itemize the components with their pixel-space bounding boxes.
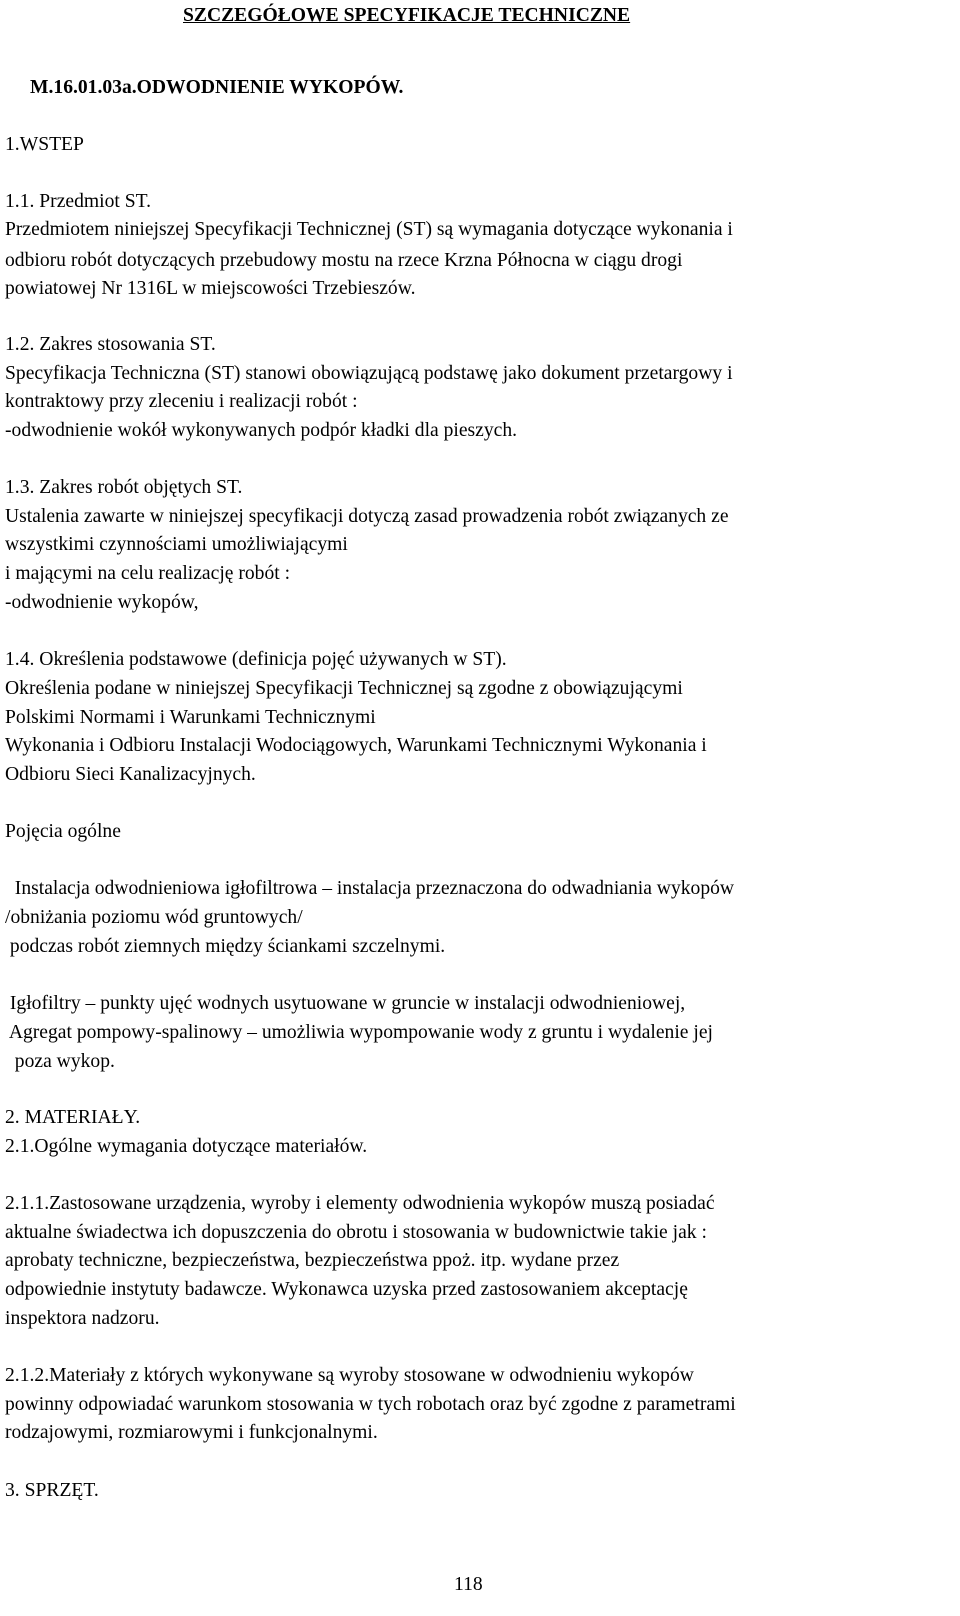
paragraph-line: Ustalenia zawarte w niniejszej specyfikacji dotyczą zasad prowadzenia robót związanych ze	[5, 506, 729, 527]
definition-line: poza wykop.	[5, 1051, 115, 1072]
paragraph-line: inspektora nadzoru.	[5, 1308, 160, 1329]
definition-line: podczas robót ziemnych między ściankami szczelnymi.	[5, 936, 446, 957]
subsection-heading: 2.1.Ogólne wymagania dotyczące materiałów.	[5, 1136, 368, 1157]
definition-line: /obniżania poziomu wód gruntowych/	[5, 907, 303, 928]
section-heading: 2. MATERIAŁY.	[5, 1107, 141, 1128]
paragraph-line: odpowiednie instytuty badawcze. Wykonawca uzyska przed zastosowaniem akceptację	[5, 1279, 688, 1300]
subsection-heading: 1.1. Przedmiot ST.	[5, 191, 152, 212]
paragraph-line: 2.1.2.Materiały z których wykonywane są wyroby stosowane w odwodnieniu wykopów	[5, 1365, 694, 1386]
definition-line: Igłofiltry – punkty ujęć wodnych usytuowane w gruncie w instalacji odwodnieniowej,	[5, 993, 686, 1014]
paragraph-line: -odwodnienie wykopów,	[5, 592, 199, 613]
paragraph-line: -odwodnienie wokół wykonywanych podpór kładki dla pieszych.	[5, 420, 518, 441]
definition-line: Agregat pompowy-spalinowy – umożliwia wypompowanie wody z gruntu i wydalenie jej	[5, 1022, 713, 1043]
paragraph-line: odbioru robót dotyczących przebudowy mostu na rzece Krzna Północna w ciągu drogi	[5, 250, 683, 271]
subsection-heading: 1.4. Określenia podstawowe (definicja pojęć używanych w ST).	[5, 649, 507, 670]
subsection-heading: 1.2. Zakres stosowania ST.	[5, 334, 216, 355]
subsection-heading: 1.3. Zakres robót objętych ST.	[5, 477, 243, 498]
paragraph-line: aktualne świadectwa ich dopuszczenia do obrotu i stosowania w budownictwie takie jak :	[5, 1222, 707, 1243]
section-heading: 1.WSTEP	[5, 134, 84, 155]
paragraph-line: Przedmiotem niniejszej Specyfikacji Technicznej (ST) są wymagania dotyczące wykonania i	[5, 219, 733, 240]
paragraph-line: Wykonania i Odbioru Instalacji Wodociągowych, Warunkami Technicznymi Wykonania i	[5, 735, 707, 756]
paragraph-line: wszystkimi czynnościami umożliwiającymi	[5, 534, 348, 555]
paragraph-line: powiatowej Nr 1316L w miejscowości Trzebieszów.	[5, 278, 416, 299]
paragraph-line: 2.1.1.Zastosowane urządzenia, wyroby i elementy odwodnienia wykopów muszą posiadać	[5, 1193, 715, 1214]
paragraph-line: Określenia podane w niniejszej Specyfikacji Technicznej są zgodne z obowiązującymi	[5, 678, 683, 699]
paragraph-line: Specyfikacja Techniczna (ST) stanowi obowiązującą podstawę jako dokument przetargowy i	[5, 363, 733, 384]
paragraph-line: powinny odpowiadać warunkom stosowania w tych robotach oraz być zgodne z parametrami	[5, 1394, 736, 1415]
definition-line: Instalacja odwodnieniowa igłofiltrowa – instalacja przeznaczona do odwadniania wykopów	[5, 878, 735, 899]
page-number: 118	[454, 1574, 483, 1595]
section-heading: 3. SPRZĘT.	[5, 1480, 99, 1501]
paragraph-line: Odbioru Sieci Kanalizacyjnych.	[5, 764, 256, 785]
paragraph-line: Polskimi Normami i Warunkami Technicznymi	[5, 707, 376, 728]
paragraph-line: i mającymi na celu realizację robót :	[5, 563, 291, 584]
document-subtitle: M.16.01.03a.ODWODNIENIE WYKOPÓW.	[30, 77, 404, 98]
paragraph-line: kontraktowy przy zleceniu i realizacji robót :	[5, 391, 358, 412]
paragraph-line: aprobaty techniczne, bezpieczeństwa, bezpieczeństwa ppoż. itp. wydane przez	[5, 1250, 620, 1271]
subsection-heading: Pojęcia ogólne	[5, 821, 121, 842]
document-title: SZCZEGÓŁOWE SPECYFIKACJE TECHNICZNE	[183, 5, 631, 26]
paragraph-line: rodzajowymi, rozmiarowymi i funkcjonalnymi.	[5, 1422, 378, 1443]
